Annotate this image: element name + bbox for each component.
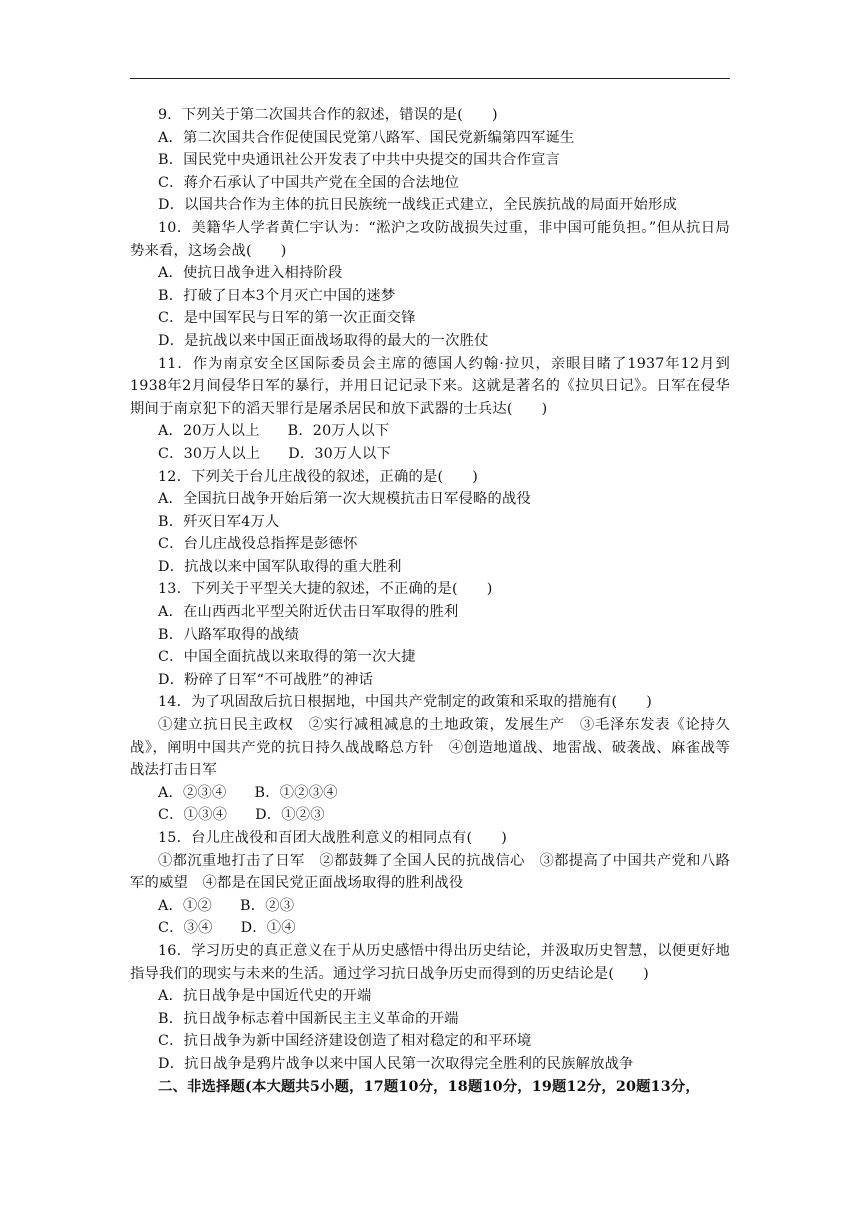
option-b: B．①②③④ (254, 784, 338, 801)
header-rule (130, 78, 730, 79)
option-c: C．③④ (158, 920, 213, 937)
question-11 (130, 353, 730, 466)
section-heading: 二、非选择题(本大题共5小题，17题10分，18题10分，19题12分，20题13分， (158, 1078, 700, 1095)
option-d: D．①④ (240, 920, 296, 937)
question-stem: 15．台儿庄战役和百团大战胜利意义的相同点有( ) (158, 830, 508, 846)
option-b: B．歼灭日军4万人 (158, 513, 280, 530)
option-b: B．抗日战争标志着中国新民主主义革命的开端 (158, 1010, 459, 1027)
option-c: C．是中国军民与日军的第一次正面交锋 (158, 310, 416, 327)
option-c: C．蒋介石承认了中国共产党在全国的合法地位 (158, 174, 460, 191)
option-a: A．①② (158, 897, 213, 914)
option-d: D．粉碎了日军“不可战胜”的神话 (158, 671, 374, 688)
option-d: D．是抗战以来中国正面战场取得的最大的一次胜仗 (158, 332, 489, 349)
option-a: A．全国抗日战争开始后第一次大规模抗击日军侵略的战役 (158, 491, 531, 508)
exam-content (130, 104, 730, 1098)
option-row (130, 443, 730, 466)
question-16 (130, 940, 730, 1076)
question-15 (130, 827, 730, 940)
option-a: A．第二次国共合作促使国民党第八路军、国民党新编第四军诞生 (158, 129, 575, 146)
option-d: D．①②③ (255, 807, 325, 824)
option-a: A．在山西西北平型关附近伏击日军取得的胜利 (158, 604, 459, 621)
question-stem: 12．下列关于台儿庄战役的叙述，正确的是( ) (158, 468, 479, 485)
question-stem: 16．学习历史的真正意义在于从历史感悟中得出历史结论，并汲取历史智慧，以便更好地指导我们的现实与未来的生活。通过学习抗日战争历史而得到的历史结论是( ) (130, 942, 730, 982)
question-10 (130, 217, 730, 353)
option-d: D．30万人以下 (288, 445, 391, 462)
option-d: D．以国共合作为主体的抗日民族统一战线正式建立，全民族抗战的局面开始形成 (158, 197, 678, 214)
question-stem: 13．下列关于平型关大捷的叙述，不正确的是( ) (158, 581, 493, 598)
question-stem: 14．为了巩固敌后抗日根据地，中国共产党制定的政策和采取的措施有( ) (158, 694, 653, 711)
option-b: B．八路军取得的战绩 (158, 626, 300, 643)
option-c: C．抗日战争为新中国经济建设创造了相对稳定的和平环境 (158, 1033, 532, 1050)
option-c: C．30万人以上 (158, 445, 261, 462)
question-stem: 10．美籍华人学者黄仁宇认为：“淞沪之攻防战损失过重，非中国可能负担。”但从抗日局势来看，这场会战( ) (130, 219, 730, 259)
option-row (130, 782, 730, 805)
question-12 (130, 466, 730, 579)
question-stem: 9．下列关于第二次国共合作的叙述，错误的是( ) (158, 107, 498, 123)
option-a: A．20万人以上 (158, 423, 260, 440)
question-14 (130, 691, 730, 827)
option-a: A．抗日战争是中国近代史的开端 (158, 988, 372, 1005)
question-9 (130, 104, 730, 217)
option-b: B．打破了日本3个月灭亡中国的迷梦 (158, 287, 396, 304)
option-row (130, 420, 730, 443)
question-material: ①都沉重地打击了日军 ②都鼓舞了全国人民的抗战信心 ③都提高了中国共产党和八路军的威望 ④都是在国民党正面战场取得的胜利战役 (130, 852, 730, 892)
option-row (130, 895, 730, 918)
option-b: B．②③ (240, 897, 295, 914)
option-d: D．抗战以来中国军队取得的重大胜利 (158, 558, 402, 575)
option-a: A．②③④ (158, 784, 227, 801)
option-row (130, 804, 730, 827)
option-c: C．中国全面抗战以来取得的第一次大捷 (158, 649, 416, 666)
option-b: B．国民党中央通讯社公开发表了中共中央提交的国共合作宣言 (158, 152, 561, 169)
question-material: ①建立抗日民主政权 ②实行减租减息的土地政策，发展生产 ③毛泽东发表《论持久战》，阐明中国共产党的抗日持久战战略总方针 ④创造地道战、地雷战、破袭战、麻雀战等战法打击日军 (130, 717, 730, 779)
option-b: B．20万人以下 (287, 423, 390, 440)
option-row (130, 917, 730, 940)
option-c: C．台儿庄战役总指挥是彭德怀 (158, 536, 358, 553)
option-c: C．①③④ (158, 807, 228, 824)
option-d: D．抗日战争是鸦片战争以来中国人民第一次取得完全胜利的民族解放战争 (158, 1055, 634, 1072)
option-a: A．使抗日战争进入相持阶段 (158, 265, 343, 282)
question-stem: 11．作为南京安全区国际委员会主席的德国人约翰·拉贝，亲眼目睹了1937年12月到1938年2月间侵华日军的暴行，并用日记记录下来。这就是著名的《拉贝日记》。日军在侵华期间于南京犯下的滔天罪行是屠杀居民和放下武器的士兵达( ) (130, 355, 730, 417)
question-13 (130, 578, 730, 691)
